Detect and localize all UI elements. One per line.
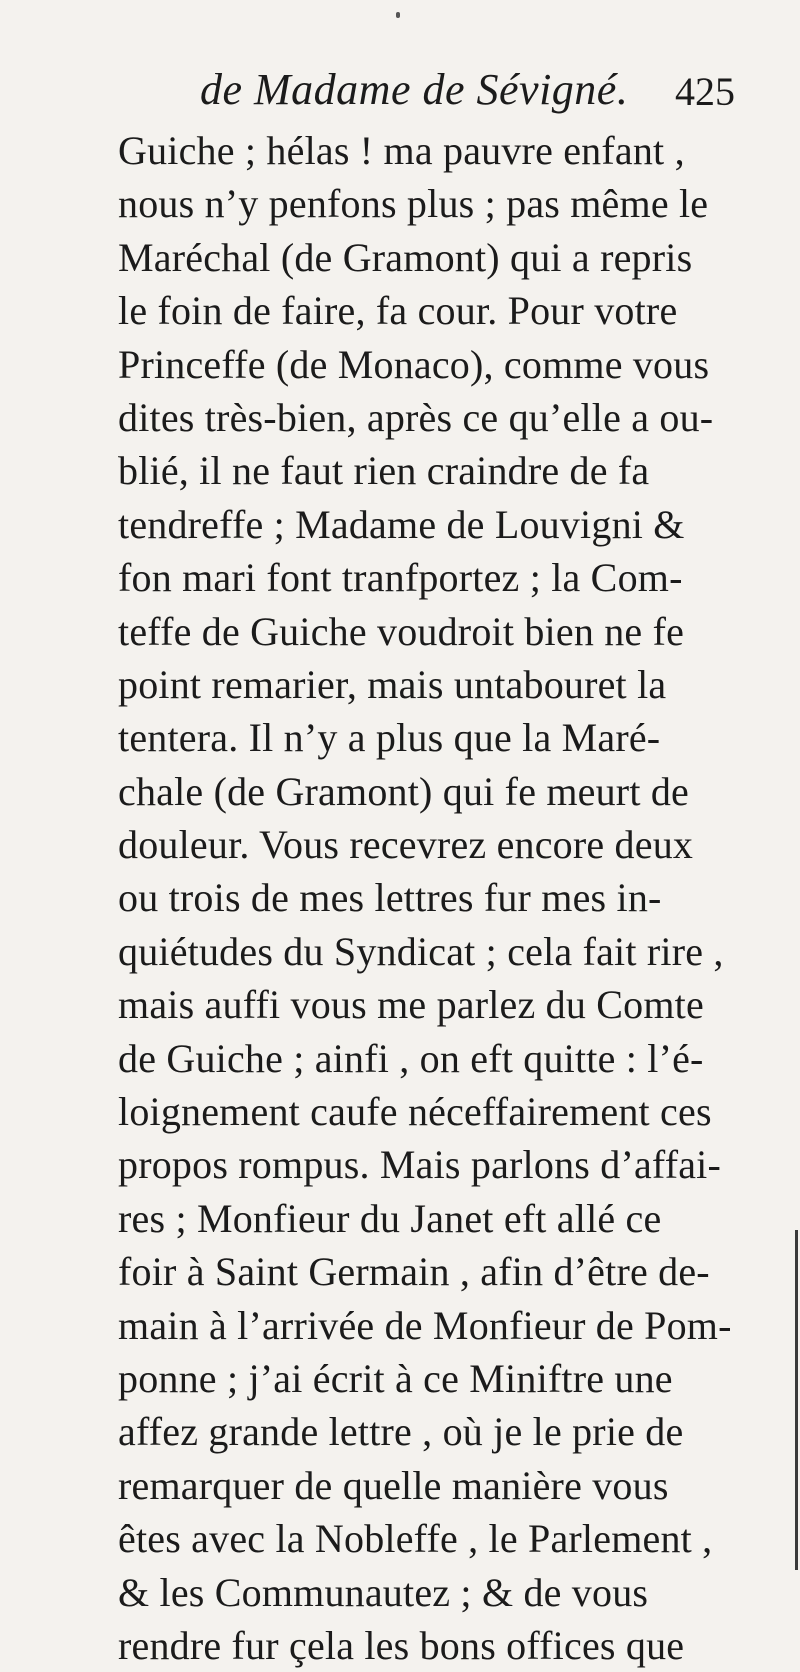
- text-line: res ; Monfieur du Janet eft allé ce: [118, 1195, 662, 1241]
- text-line: foir à Saint Germain , afin d’être de-: [118, 1249, 710, 1295]
- text-line: nous n’y penfons plus ; pas même le: [118, 181, 709, 227]
- text-line: propos rompus. Mais parlons d’affai-: [118, 1142, 722, 1188]
- text-line: Maréchal (de Gramont) qui a repris: [118, 234, 693, 280]
- text-line: ou trois de mes lettres fur mes in-: [118, 875, 662, 921]
- text-line: tentera. Il n’y a plus que la Maré-: [118, 715, 661, 761]
- text-line: douleur. Vous recevrez encore deux: [118, 822, 694, 868]
- text-line: chale (de Gramont) qui fe meurt de: [118, 768, 689, 814]
- running-title: de Madame de Sévigné.: [200, 65, 629, 114]
- text-line: mais auffi vous me parlez du Comte: [118, 982, 704, 1028]
- text-line: le foin de faire, fa cour. Pour votre: [118, 288, 678, 334]
- text-line: loignement caufe néceffairement ces: [118, 1089, 712, 1135]
- text-line: êtes avec la Nobleffe , le Parlement ,: [118, 1516, 713, 1562]
- text-line: Princeffe (de Monaco), comme vous: [118, 341, 710, 387]
- text-line: de Guiche ; ainfi , on eft quitte : l’é-: [118, 1035, 704, 1081]
- text-line: dites très-bien, après ce qu’elle a ou-: [118, 394, 714, 440]
- text-line: rendre fur çela les bons offices que: [118, 1622, 685, 1668]
- text-line: main à l’arrivée de Monfieur de Pom-: [118, 1302, 732, 1348]
- text-line: tendreffe ; Madame de Louvigni &: [118, 501, 685, 547]
- text-line: ponne ; j’ai écrit à ce Miniftre une: [118, 1355, 673, 1401]
- ink-speck: [396, 12, 400, 18]
- page-edge-line: [795, 1230, 798, 1570]
- text-line: blié, il ne faut rien craindre de fa: [118, 448, 650, 494]
- text-line: quiétudes du Syndicat ; cela fait rire ,: [118, 928, 724, 974]
- text-line: teffe de Guiche voudroit bien ne fe: [118, 608, 685, 654]
- text-line: point remarier, mais untabouret la: [118, 661, 667, 707]
- page-number: 425: [675, 69, 735, 114]
- text-line: affez grande lettre , où je le prie de: [118, 1409, 684, 1455]
- text-line: remarquer de quelle manière vous: [118, 1462, 669, 1508]
- text-line: fon mari font tranfportez ; la Com-: [118, 555, 683, 601]
- text-line: Guiche ; hélas ! ma pauvre enfant ,: [118, 128, 685, 173]
- running-head: [200, 64, 760, 124]
- text-line: & les Communautez ; & de vous: [118, 1569, 649, 1615]
- body-text: [118, 124, 798, 1672]
